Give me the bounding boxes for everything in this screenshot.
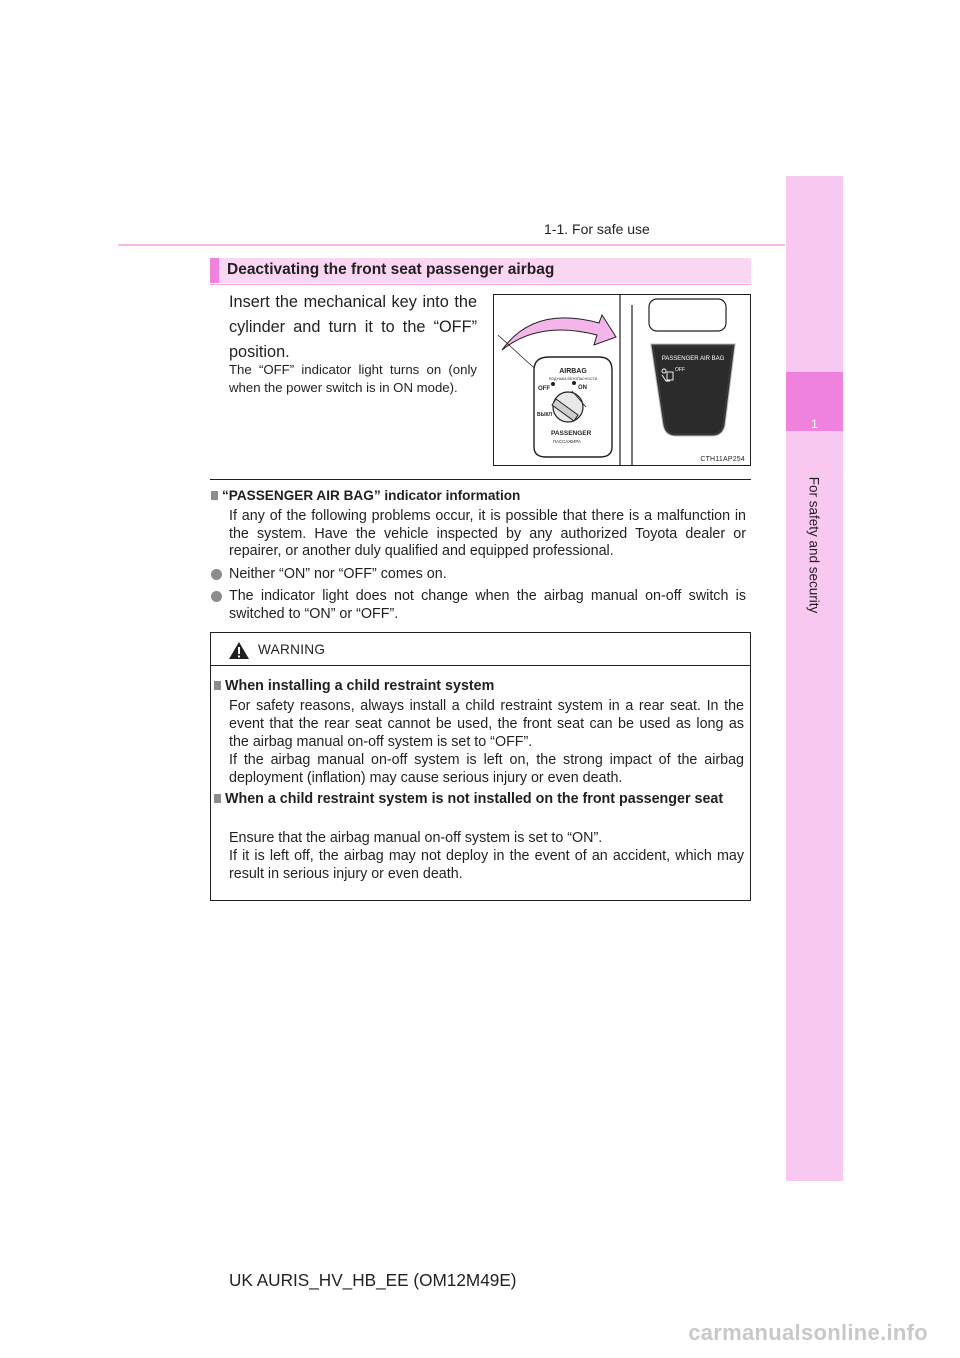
chapter-number: 1 xyxy=(811,417,818,431)
dash-vent-slot xyxy=(649,299,726,331)
chapter-side-band xyxy=(786,176,843,1181)
footer-model-code: UK AURIS_HV_HB_EE (OM12M49E) xyxy=(229,1270,517,1290)
running-header-section: 1-1. For safe use xyxy=(544,221,650,237)
section-heading-text: Deactivating the front seat passenger airbag xyxy=(227,261,555,278)
header-rule xyxy=(118,244,785,246)
warning-header xyxy=(211,633,750,666)
section-heading-underline xyxy=(210,284,751,285)
airbag-switch-figure xyxy=(493,294,751,466)
switch-label-passenger: PASSENGER xyxy=(551,430,592,437)
warning-item-body: For safety reasons, always install a child restraint system in a rear seat. In the event that the rear seat cannot be used, the front seat can be used as long as the airbag manual on-off system is set to “OFF”. If the airbag manual on-off system is left on, the strong impact of the airbag deployment (inflation) may cause serious injury or even death. xyxy=(229,698,744,786)
list-item xyxy=(211,588,746,623)
warning-item-title-text: When a child restraint system is not installed on the front passenger seat xyxy=(225,791,724,807)
step-note: The “OFF” indicator light turns on (only when the power switch is in ON mode). xyxy=(229,362,477,395)
warning-item-body: Ensure that the airbag manual on-off system is set to “ON”. If it is left off, the airbag may not deploy in the event of an accident, which may result in serious injury or even death. xyxy=(229,830,744,882)
switch-label-on: ON xyxy=(578,385,587,391)
warning-label: WARNING xyxy=(258,642,326,657)
info-body: If any of the following problems occur, it is possible that there is a malfunction in the system. Have the vehicle inspected by any authorized Toyota dealer or repairer, or another duly qualified and equipped professional. xyxy=(229,508,746,559)
bullet-dot-icon xyxy=(211,569,222,580)
list-item-text: The indicator light does not change when the airbag manual on-off switch is switched to “ON” or “OFF”. xyxy=(229,588,746,622)
section-separator xyxy=(210,479,751,480)
step-instruction: Insert the mechanical key into the cylinder and turn it to the “OFF” position. xyxy=(229,293,477,361)
indicator-label-off: OFF xyxy=(675,367,685,373)
airbag-switch-illustration xyxy=(494,295,750,465)
warning-item-title xyxy=(214,791,744,809)
warning-box xyxy=(210,632,751,901)
bullet-dot-icon xyxy=(211,591,222,602)
square-bullet-icon xyxy=(214,681,221,690)
warning-triangle-icon xyxy=(228,641,250,660)
info-heading xyxy=(211,488,520,503)
watermark: carmanualsonline.info xyxy=(688,1320,928,1345)
switch-label-airbag-ru: ПОДУШКА БЕЗОПАСНОСТИ xyxy=(548,377,598,381)
info-heading-text: “PASSENGER AIR BAG” indicator information xyxy=(222,488,521,503)
section-heading xyxy=(210,258,751,283)
warning-item-title xyxy=(214,678,744,696)
list-item-text: Neither “ON” nor “OFF” comes on. xyxy=(229,566,447,582)
switch-label-off-ru: ВЫКЛ xyxy=(537,412,553,418)
figure-code: CTH11AP254 xyxy=(700,456,745,463)
warning-item-title-text: When installing a child restraint system xyxy=(225,678,495,694)
square-bullet-icon xyxy=(214,794,221,803)
switch-label-off: OFF xyxy=(538,386,550,392)
section-heading-marker xyxy=(210,258,219,283)
indicator-label-title: PASSENGER AIR BAG xyxy=(661,356,725,362)
turn-arrow-icon xyxy=(502,315,616,350)
square-bullet-icon xyxy=(211,491,218,500)
chapter-title-text: For safety and security xyxy=(806,476,822,614)
switch-label-airbag: AIRBAG xyxy=(559,368,587,375)
switch-label-passenger-ru: ПАССАЖИРА xyxy=(553,439,581,444)
list-item xyxy=(211,566,746,584)
